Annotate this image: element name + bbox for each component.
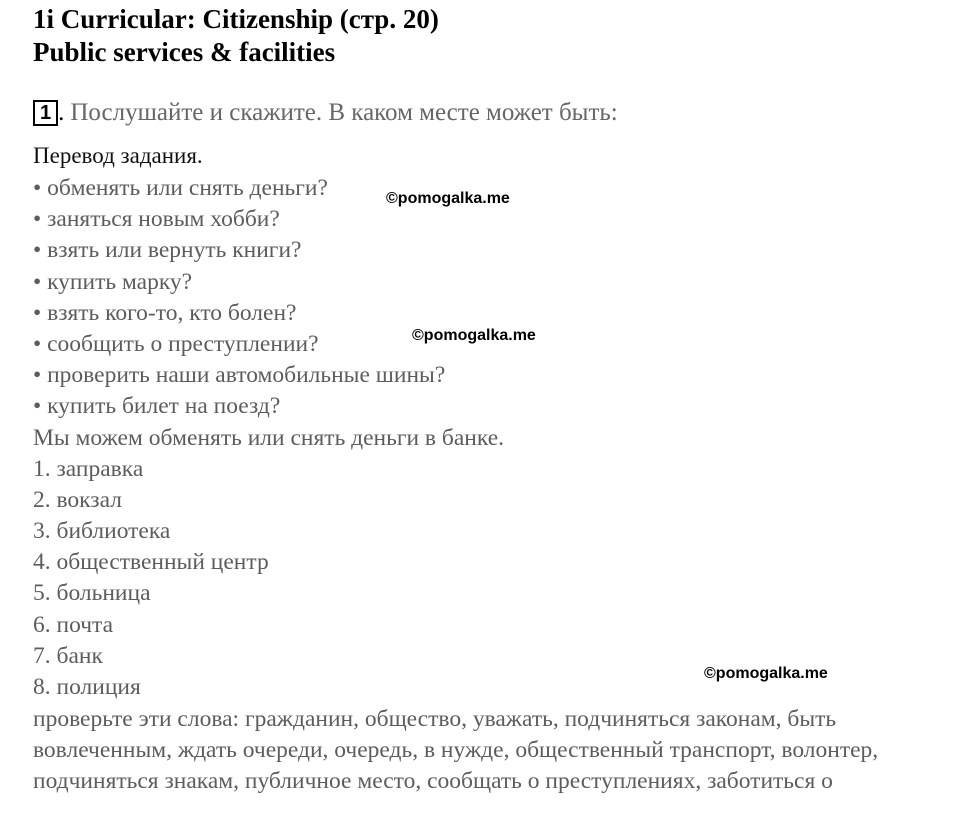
page-subtitle: Public services & facilities <box>33 37 336 67</box>
page-title: 1i Curricular: Citizenship (стр. 20) <box>33 4 439 34</box>
exercise-instruction <box>33 99 618 127</box>
answer-lines <box>33 173 943 703</box>
exercise-instruction-text: Послушайте и скажите. В каком месте может быть: <box>70 99 618 126</box>
check-words-paragraph: проверьте эти слова: гражданин, общество, уважать, подчиняться законам, быть вовлеченным, ждать очереди, очередь, в нужде, общественный транспорт, волонтер, подчиняться знакам, публичное место, сообщать о преступлениях, заботиться о <box>33 706 879 795</box>
watermark: ©pomogalka.me <box>704 665 828 682</box>
exercise-number-dot: . <box>58 99 65 126</box>
list-item: 8. полиция <box>33 674 141 700</box>
list-item: • взять кого-то, кто болен? <box>33 299 297 326</box>
list-item: • взять или вернуть книги? <box>33 237 302 264</box>
list-item: • заняться новым хобби? <box>33 206 280 233</box>
list-item: • сообщить о преступлении? <box>33 330 319 357</box>
list-item: 1. заправка <box>33 455 144 482</box>
list-item: 7. банк <box>33 642 103 669</box>
exercise-number-box: 1 <box>33 100 58 126</box>
list-item: 3. библиотека <box>33 518 171 545</box>
list-item: 5. больница <box>33 580 151 607</box>
list-item: Мы можем обменять или снять деньги в банке. <box>33 424 504 451</box>
list-item: • обменять или снять деньги? <box>33 175 328 201</box>
watermark: ©pomogalka.me <box>386 190 510 207</box>
list-item: • проверить наши автомобильные шины? <box>33 362 446 389</box>
list-item: 2. вокзал <box>33 486 122 513</box>
list-item: • купить билет на поезд? <box>33 393 281 420</box>
list-item: 4. общественный центр <box>33 549 269 576</box>
translation-header: Перевод задания. <box>33 143 203 168</box>
list-item: • купить марку? <box>33 268 193 295</box>
watermark: ©pomogalka.me <box>412 327 536 344</box>
list-item: 6. почта <box>33 611 114 638</box>
